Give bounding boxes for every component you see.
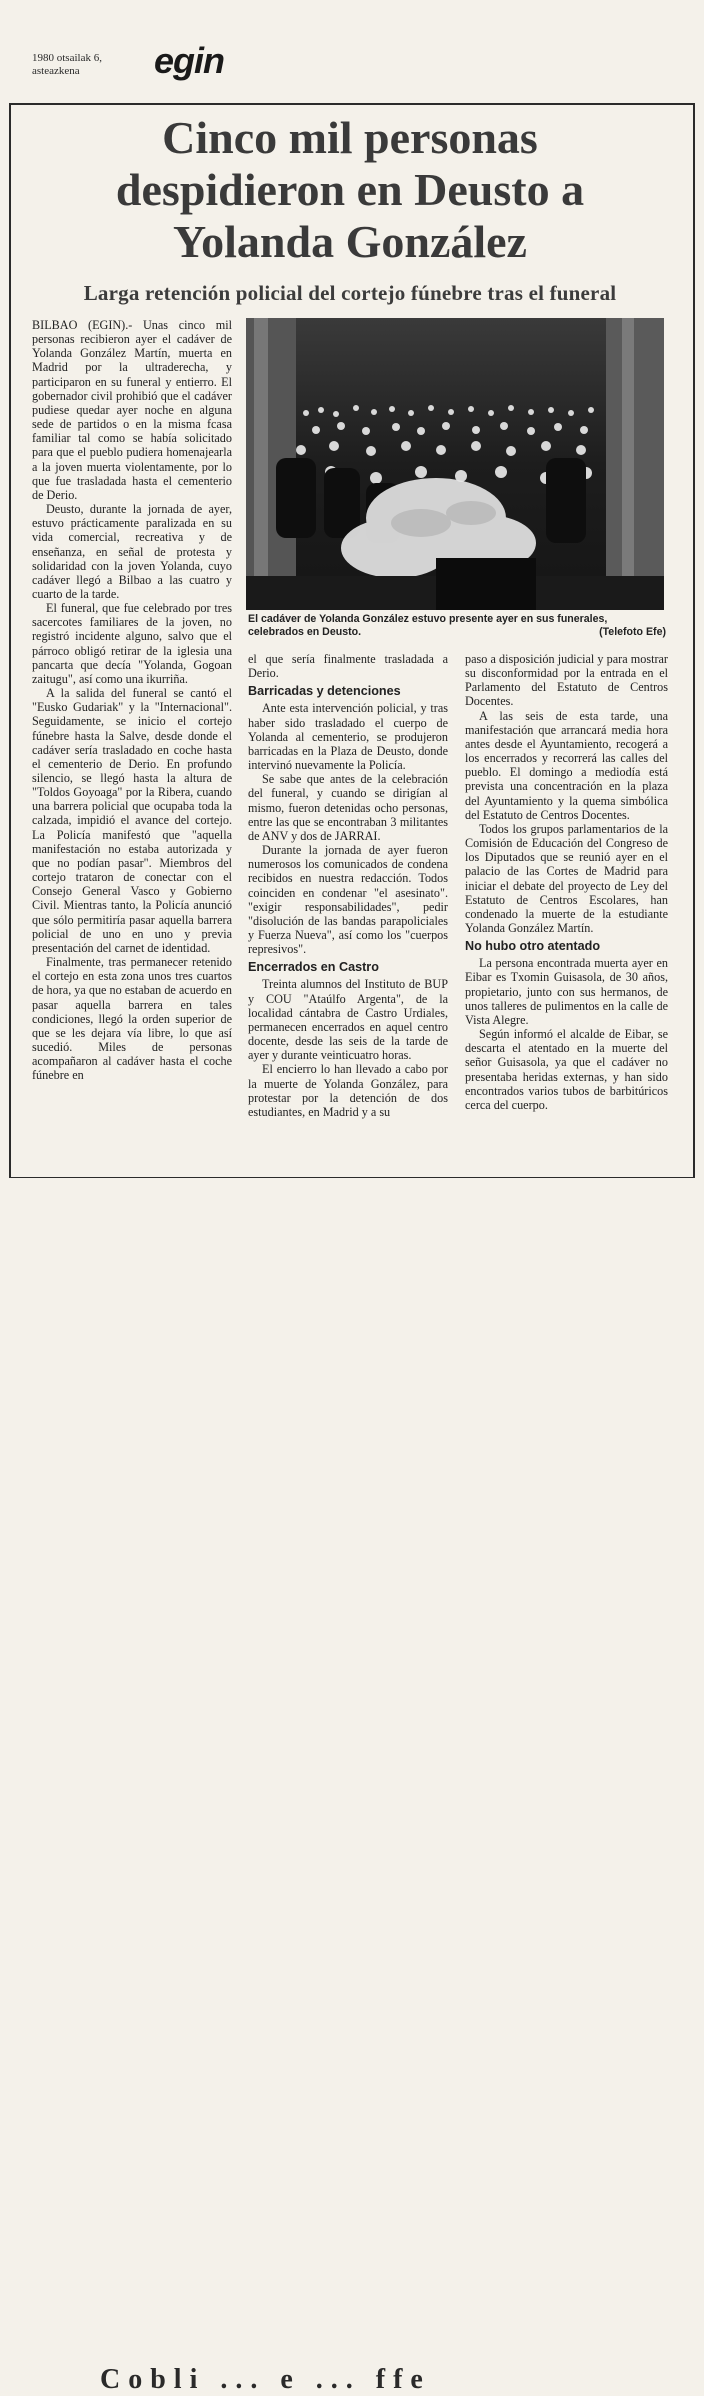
- paragraph: Todos los grupos parlamentarios de la Comisión de Educación del Congreso de los Diputados que se reunió ayer en el palacio de las Cortes de Madrid para iniciar el debate del proyecto de Ley del Estatuto de Centros Escolares, han condenado la muerte de la estudiante Yolanda González Martín.: [465, 821, 668, 935]
- paragraph-lead: BILBAO (EGIN).- Unas cinco mil personas recibieron ayer el cadáver de Yolanda González Martín, muerta en Madrid por la ultraderecha, y participaron en su funeral y entierro. El gobernador civil prohibió que el cadáver pudiese quedar ayer noche en alguna sede de partidos o en la misma fcasa familiar tal como se había solicitado para que el pueblo pudiera homenajearla a la joven muerta violentamente, por lo que fue trasladada hasta el cementerio de Derio.: [32, 318, 232, 502]
- next-article-headline-cut: Cobli ... e ... ffe: [100, 2364, 431, 2395]
- paragraph: Según informó el alcalde de Eibar, se descarta el atentado en la muerte del señor Guisasola, ya que el cadáver no presentaba heridas externas, y han sido encontrados varios tubos de barbitúricos cerca del cuerpo.: [465, 1027, 668, 1112]
- paragraph: paso a disposición judicial y para mostrar su disconformidad por la entrada en el Parlamento del Estatuto de Centros Docentes.: [465, 652, 668, 709]
- caption-text: El cadáver de Yolanda González estuvo presente ayer en sus funerales, celebrados en Deusto.: [248, 613, 608, 638]
- paragraph: Ante esta intervención policial, y tras haber sido trasladado el cuerpo de Yolanda al cementerio, se produjeron barricadas en la Plaza de Deusto, donde intervinó nuevamente la Policía.: [248, 701, 448, 773]
- masthead: [14, 40, 704, 96]
- headline-line-1: Cinco mil personas: [162, 112, 538, 163]
- issue-date: [32, 52, 102, 78]
- newspaper-logo: egin: [154, 40, 225, 81]
- funeral-photo: [246, 318, 664, 610]
- section-heading-atentado: No hubo otro atentado: [465, 939, 601, 954]
- paragraph: El funeral, que fue celebrado por tres sacercotes familiares de la joven, no registró incidente alguno, salvo que el párroco obligó retirar de la iglesia una pancarta que decía "Yolanda, Gogoan zaitugu", así como una ikurriña.: [32, 601, 232, 686]
- funeral-photo-image: [246, 318, 664, 610]
- paragraph: A la salida del funeral se cantó el "Eusko Gudariak" y la "Internacional". Seguidamente, se inicio el cortejo fúnebre hasta la Salve, desde donde el cadáver sería trasladado en coche hasta el cementerio de Derio. En profundo silencio, se llegó hasta la altura de "Toldos Goyoaga" por la Ribera, cuando una barrera policial que ocupaba toda la calzada, impidió el avance del cortejo. La Policía manifestó que "aquella manifestación no estaba autorizada y que no podían pasar". Miembros del cortejo trataron de conectar con el Consejo General Vasco y Gobierno Civil. Mientras tanto, la Policía anunció que sólo permitiría pasar aquella barrera policial de uno en uno y previa presentación del carnet de identidad.: [32, 686, 232, 955]
- headline-line-3: Yolanda González: [173, 216, 527, 267]
- paragraph: El encierro lo han llevado a cabo por la muerte de Yolanda González, para protestar por la detención de dos estudiantes, en Madrid y a su: [248, 1062, 448, 1119]
- next-article-strip: [0, 1178, 702, 2395]
- article-column-3: [465, 652, 668, 1112]
- paragraph: Finalmente, tras permanecer retenido el cortejo en esta zona unos tres cuartos de hora, ya que no estaban de acuerdo en pasar aquella barrera en tales condiciones, llegó la orden superior de que se les dejara vía libre, lo que así sucedió. Miles de personas acompañaron al cadáver hasta el coche fúnebre en: [32, 955, 232, 1083]
- section-heading-encerrados: Encerrados en Castro: [248, 960, 379, 975]
- subheadline: Larga retención policial del cortejo fúnebre tras el funeral: [83, 281, 617, 305]
- section-heading-barricadas: Barricadas y detenciones: [248, 684, 401, 699]
- headline-line-2: despidieron en Deusto a: [115, 164, 585, 215]
- paragraph: A las seis de esta tarde, una manifestación que arrancará media hora antes desde el Ayuntamiento, recogerá a los encerrados y recorrerá las calles del pueblo. El domingo a mediodía está prevista una concentración en la plaza del Ayuntamiento y la quema simbólica del Estatuto de Centros Docentes.: [465, 708, 668, 822]
- date-line-2: asteazkena: [32, 65, 80, 77]
- date-line-1: 1980 otsailak 6,: [32, 52, 102, 64]
- article-column-1: [32, 318, 232, 1082]
- paragraph: Durante la jornada de ayer fueron numerosos los comunicados de condena recibidos en nuestra redacción. Todos coinciden en condenar "el asesinato". "exigir responsabilidades", pedir "disolución de las bandas parapoliciales y Fuerza Nueva", así como los "cuerpos represivos".: [248, 843, 448, 957]
- paragraph: Treinta alumnos del Instituto de BUP y COU "Ataúlfo Argenta", de la localidad cántabra de Castro Urdiales, permanecen encerrados en aquel centro docente, desde las seis de la tarde de ayer y durante veinticuatro horas.: [248, 977, 448, 1063]
- paragraph: La persona encontrada muerta ayer en Eibar es Txomin Guisasola, de 30 años, propietario, junto con sus hermanos, de unos talleres de pulimentos en la calle de Vista Alegre.: [465, 956, 668, 1027]
- paragraph: Deusto, durante la jornada de ayer, estuvo prácticamente paralizada en su vida comercial, recreativa y de enseñanza, en señal de protesta y solidaridad con la joven Yolanda, cuyo cadáver llegó a Bilbao a las cuatro y cuarto de la tarde.: [32, 502, 232, 601]
- photo-caption: [248, 613, 666, 638]
- paragraph: el que sería finalmente trasladada a Derio.: [248, 652, 448, 681]
- paragraph: Se sabe que antes de la celebración del funeral, y cuando se dirigían al mismo, fueron detenidas ocho personas, entre las que se encontraban 3 militantes de ANV y dos de JARRAI.: [248, 772, 448, 843]
- headline: [20, 112, 680, 268]
- article-column-2: [248, 652, 448, 1119]
- photo-credit: (Telefoto Efe): [599, 625, 666, 638]
